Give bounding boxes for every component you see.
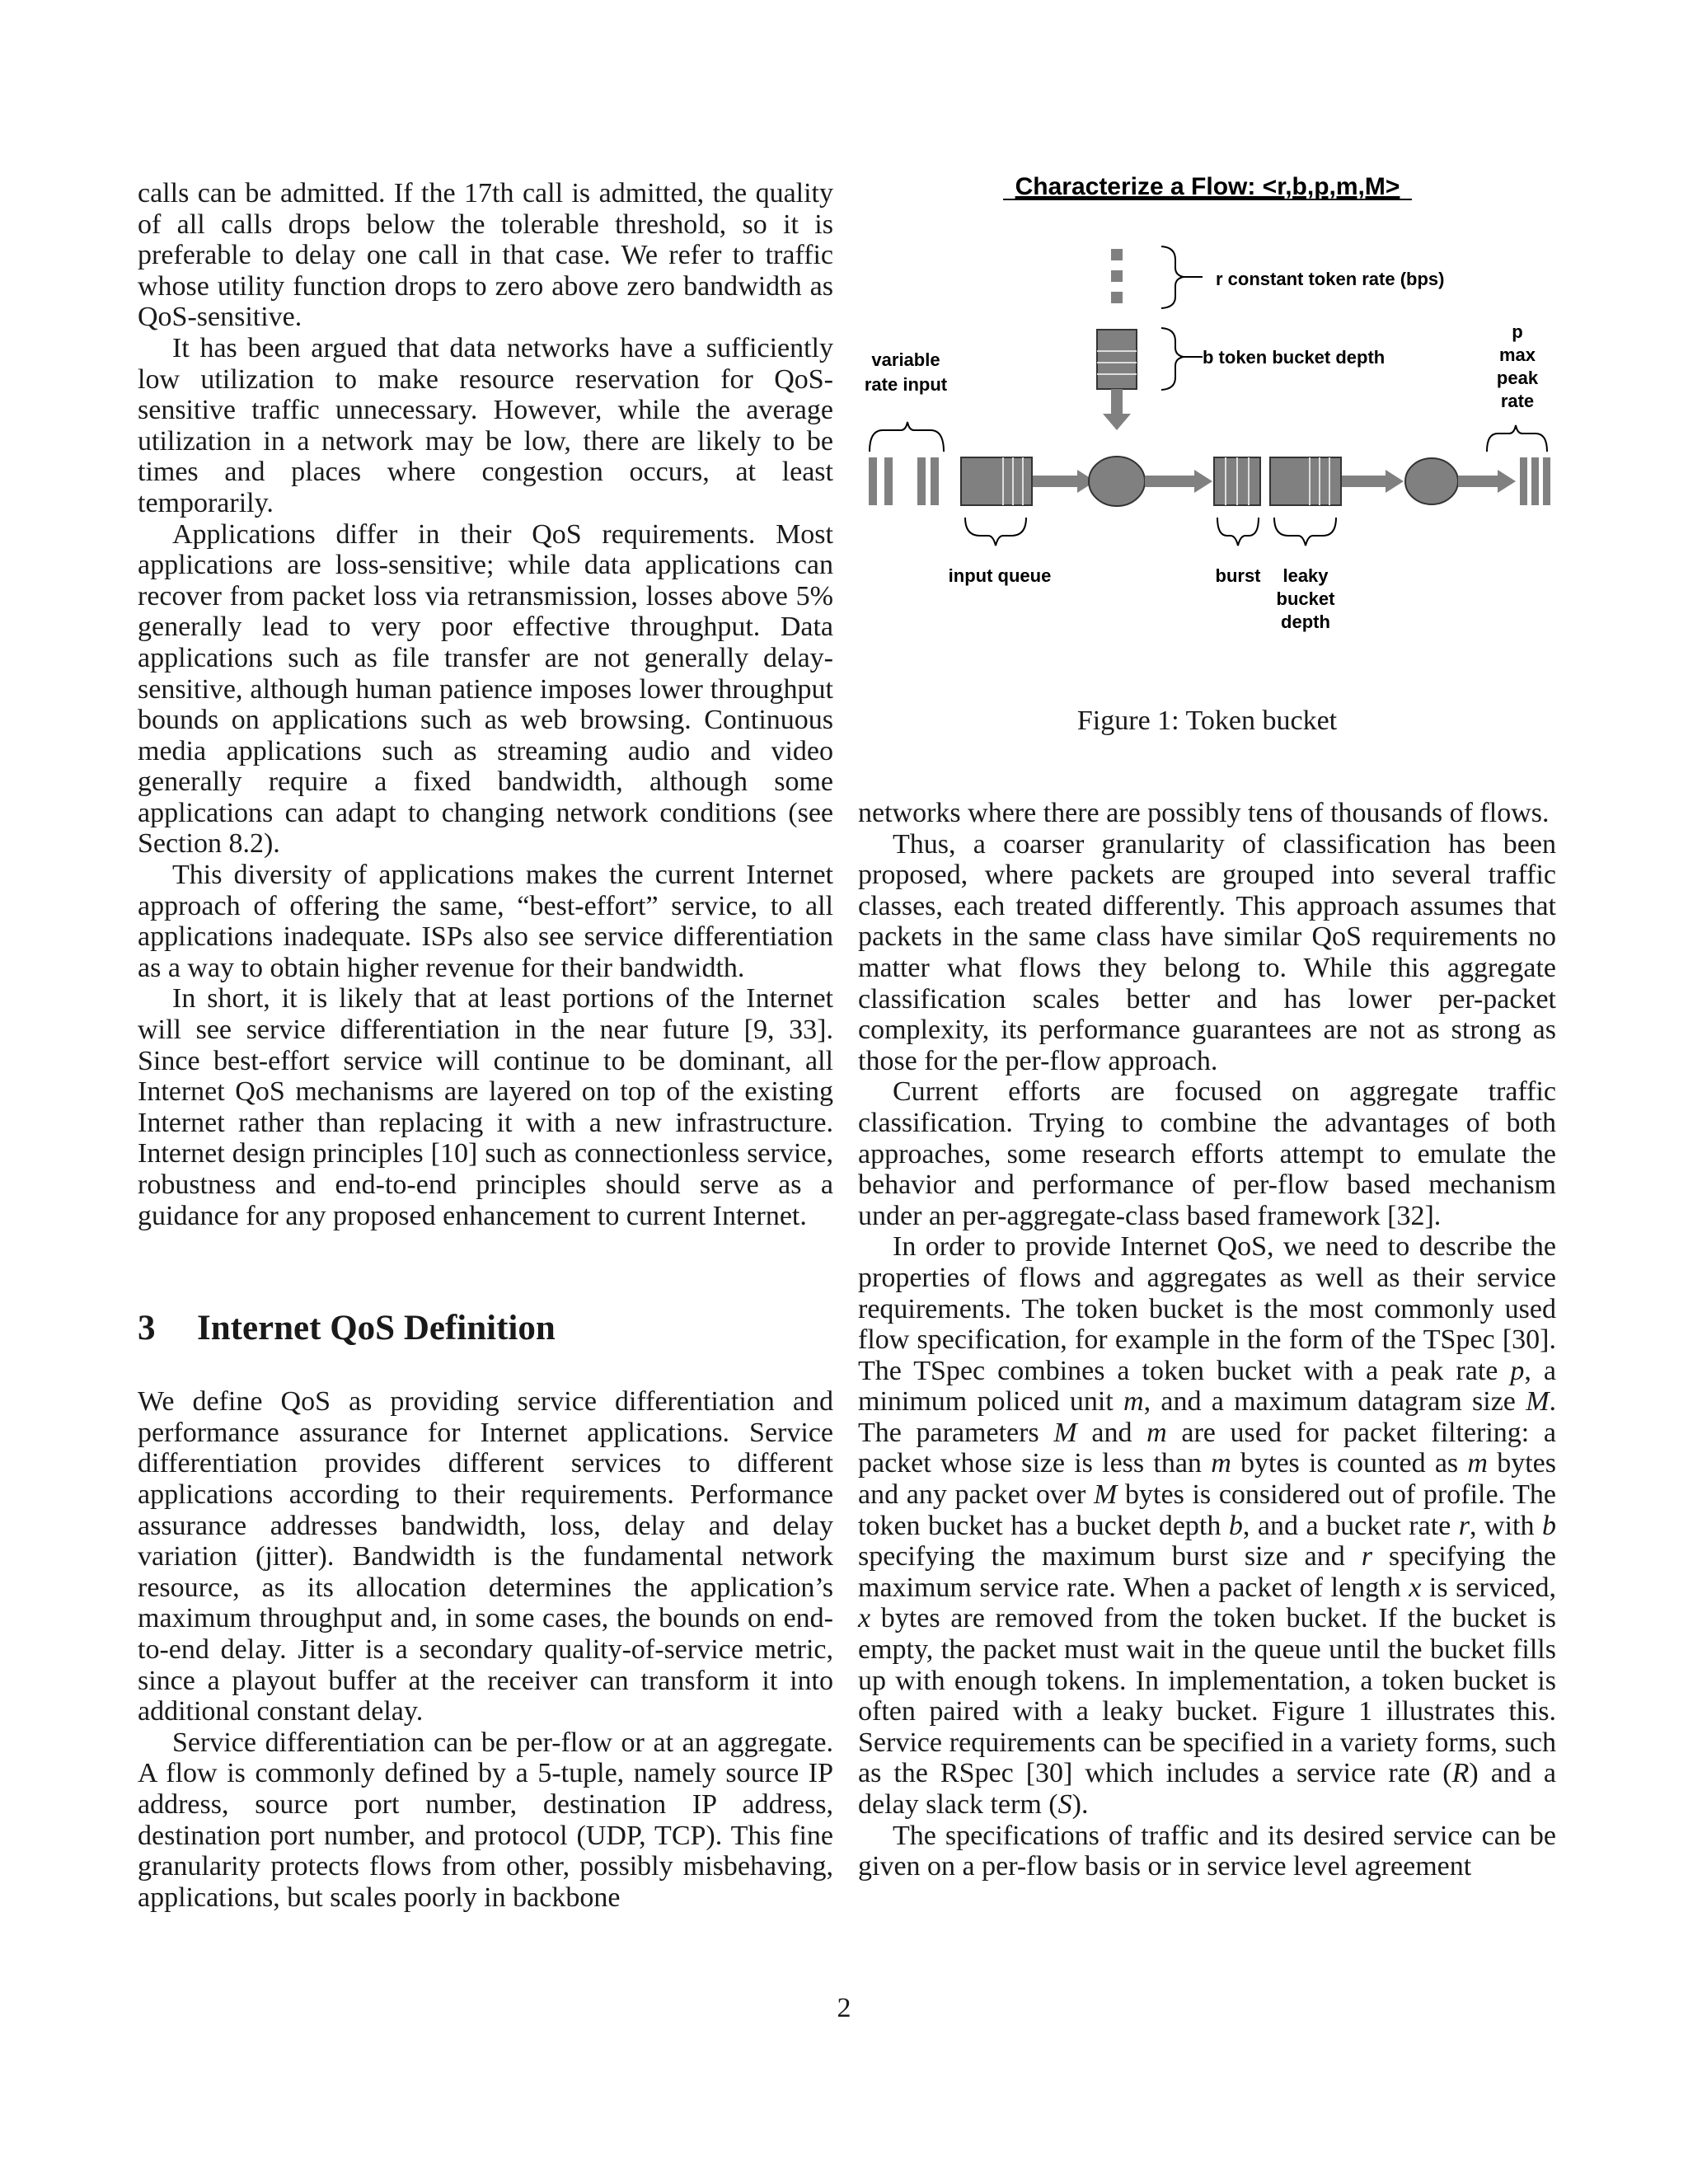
page-number: 2 — [837, 1993, 851, 2023]
text-run: . The parameters — [858, 1386, 1557, 1448]
paragraph: This diversity of applications makes the current Internet approach of offering the same, “best-effort” service, to all applications inadequate. ISPs also see service differentiation as a way to obtain higher revenue for their bandwidth. — [138, 860, 833, 983]
math-M: M — [1053, 1417, 1077, 1448]
paragraph: Current efforts are focused on aggregate traffic classification. Trying to combine the advantages of both approaches, some research efforts attempt to emulate the behavior and performance of per-flow based mechanism under an per-aggregate-class based framework [32]. — [858, 1076, 1556, 1231]
text-run: bytes is counted as — [1231, 1448, 1468, 1479]
math-M: M — [1094, 1479, 1118, 1511]
math-b: b — [1228, 1510, 1243, 1541]
left-column — [138, 178, 833, 1913]
leaky-bucket-brace — [1274, 518, 1336, 546]
text-run: are used for packet filtering: a packet whose size is less than — [858, 1417, 1557, 1479]
paragraph: Thus, a coarser granularity of classification has been proposed, where packets are grouped into several traffic classes, each treated differently. This approach assumes that packets in the same class have similar QoS requirements no matter what flows they belong to. While this aggregate classification scales better and has lower per-packet complexity, its performance guarantees are not as strong as those for the per-flow approach. — [858, 828, 1556, 1076]
input-packet — [931, 457, 939, 505]
bucket-depth-brace — [1161, 328, 1184, 390]
math-M: M — [1526, 1386, 1550, 1418]
input-packet — [917, 457, 926, 505]
output-packet — [1543, 457, 1550, 505]
flow-arrow-head — [1498, 470, 1516, 493]
label-token-rate: r constant token rate (bps) — [1216, 269, 1445, 289]
paragraph: We define QoS as providing service differentiation and performance assurance for Internet applications. Service differentiation provides different services to different applications according to their requirements. Performance assurance addresses bandwidth, loss, delay and delay variation (jitter). Bandwidth is the fundamental network resource, as its allocation determines the application’s maximum throughput and, in some cases, the bounds on end-to-end delay. Jitter is a secondary quality-of-service metric, since a playout buffer at the receiver can transform it into additional constant delay. — [138, 1386, 833, 1727]
math-r: r — [1458, 1510, 1470, 1541]
label-variable: variable — [871, 349, 940, 370]
text-run: , and a maximum datagram size — [1143, 1386, 1526, 1418]
section-number: 3 — [138, 1309, 156, 1348]
burst-brace — [1217, 518, 1259, 546]
token-bucket-diagram — [858, 165, 1556, 692]
paragraph: Service differentiation can be per-flow or at an aggregate. A flow is commonly defined by a 5-tuple, namely source IP address, source port number, destination IP address, destination port number, and protocol (UDP, TCP). This fine granularity protects flows from other, possibly misbehaving, applications, but scales poorly in backbone — [138, 1727, 833, 1913]
paragraph: The specifications of traffic and its desired service can be given on a per-flow basis or in service level agreement — [858, 1820, 1556, 1882]
label-p: p — [1512, 321, 1523, 342]
paragraph: networks where there are possibly tens of thousands of flows. — [858, 798, 1550, 828]
label-max: max — [1498, 344, 1536, 365]
token-bucket-figure — [858, 165, 1556, 742]
math-b: b — [1542, 1510, 1556, 1541]
text-run: is serviced, — [1421, 1572, 1556, 1603]
token-rate-brace — [1161, 246, 1184, 308]
token-server — [1089, 457, 1145, 506]
text-run: , and a bucket rate — [1242, 1510, 1459, 1541]
output-brace — [1487, 425, 1547, 452]
math-m: m — [1146, 1417, 1167, 1448]
text-run: In order to provide Internet QoS, we need to describe the properties of flows and aggregates as well as their service requirements. The token bucket is the most commonly used flow specification, for example in the form of the TSpec [30]. The TSpec combines a token bucket with a peak rate — [858, 1231, 1556, 1386]
token-square — [1111, 249, 1123, 260]
text-run: specifying the maximum service rate. When a packet of length — [858, 1541, 1556, 1603]
input-brace — [870, 422, 944, 452]
math-r: r — [1361, 1541, 1372, 1572]
input-packet — [884, 457, 893, 505]
math-p: p — [1510, 1355, 1525, 1386]
math-x: x — [858, 1603, 871, 1634]
right-column — [858, 798, 1556, 1882]
label-burst: burst — [1215, 565, 1261, 586]
label-rate: rate — [1500, 391, 1535, 411]
bucket-arrow-shaft — [1111, 389, 1123, 415]
flow-arrow-head — [1194, 470, 1212, 493]
label-input-queue: input queue — [948, 565, 1052, 586]
math-S: S — [1057, 1789, 1072, 1820]
label-leaky: leaky — [1282, 565, 1329, 586]
paragraph: In short, it is likely that at least portions of the Internet will see service differentiation in the near future [9, 33]. Since best-effort service will continue to be dominant, all Internet QoS mechanisms are layered on top of the existing Internet rather than replacing it with a new infrastructure. Internet design principles [10] such as connectionless service, robustness and end-to-end principles should serve as a guidance for any proposed enhancement to current Internet. — [138, 983, 833, 1231]
output-packet — [1520, 457, 1527, 505]
paragraph: Applications differ in their QoS requirements. Most applications are loss-sensitive; while data applications can recover from packet loss via retransmission, losses above 5% generally lead to very poor effective throughput. Data applications such as file transfer are not generally delay-sensitive, although human patience imposes lower throughput bounds on applications such as web browsing. Continuous media applications such as streaming audio and video generally require a fixed bandwidth, although some applications can adapt to changing network conditions (see Section 8.2). — [138, 518, 833, 860]
math-m: m — [1211, 1448, 1231, 1479]
text-run: specifying the maximum burst size and — [858, 1541, 1362, 1572]
input-packet — [869, 457, 877, 505]
label-depth: depth — [1281, 612, 1330, 632]
token-square — [1111, 292, 1123, 303]
label-bucket: bucket — [1276, 588, 1335, 609]
figure-title: Characterize a Flow: <r,b,p,m,M> — [1015, 173, 1400, 200]
math-R: R — [1451, 1758, 1470, 1789]
bucket-arrow-head — [1103, 414, 1131, 430]
section-title: Internet QoS Definition — [197, 1309, 556, 1348]
flow-arrow-head — [1386, 470, 1404, 493]
label-bucket-depth: b token bucket depth — [1203, 347, 1386, 368]
input-queue-brace — [965, 518, 1026, 546]
paragraph — [858, 1231, 1556, 1820]
paragraph: It has been argued that data networks have a sufficiently low utilization to make resource reservation for QoS-sensitive traffic unnecessary. However, while the average utilization in a network may be low, there are likely to be times and places where congestion occurs, at least temporarily. — [138, 332, 833, 518]
text-run: bytes are removed from the token bucket. If the bucket is empty, the packet must wait in the queue until the bucket fills up with enough tokens. In implementation, a token bucket is often paired with a leaky bucket. Figure 1 illustrates this. Service requirements can be specified in a variety forms, such as the RSpec [30] which includes a service rate ( — [858, 1603, 1556, 1789]
text-run: and — [1076, 1417, 1147, 1448]
text-run: ). — [1071, 1789, 1089, 1820]
figure-caption: Figure 1: Token bucket — [1076, 705, 1338, 736]
label-peak: peak — [1496, 368, 1539, 388]
math-m: m — [1467, 1448, 1488, 1479]
token-bucket — [1097, 330, 1137, 389]
token-square — [1111, 270, 1123, 282]
paragraph: calls can be admitted. If the 17th call is admitted, the quality of all calls drops below the tolerable threshold, so it is preferable to delay one call in that case. We refer to traffic whose utility function drops to zero above zero bandwidth as QoS-sensitive. — [138, 178, 833, 333]
math-m: m — [1123, 1386, 1144, 1418]
label-rate-input: rate input — [864, 374, 948, 395]
math-x: x — [1409, 1572, 1422, 1603]
section-heading — [138, 1308, 833, 1349]
output-packet — [1531, 457, 1539, 505]
input-queue — [961, 457, 1032, 505]
text-run: bytes and any packet over — [858, 1448, 1556, 1511]
text-run: ) and a delay slack term ( — [858, 1758, 1556, 1820]
text-run: , with — [1470, 1510, 1542, 1541]
text-run: bytes is considered out of profile. The token bucket has a bucket depth — [858, 1479, 1556, 1541]
leaky-bucket-queue — [1270, 457, 1341, 505]
text-run: , a minimum policed unit — [858, 1355, 1557, 1418]
peak-rate-server — [1405, 458, 1458, 504]
